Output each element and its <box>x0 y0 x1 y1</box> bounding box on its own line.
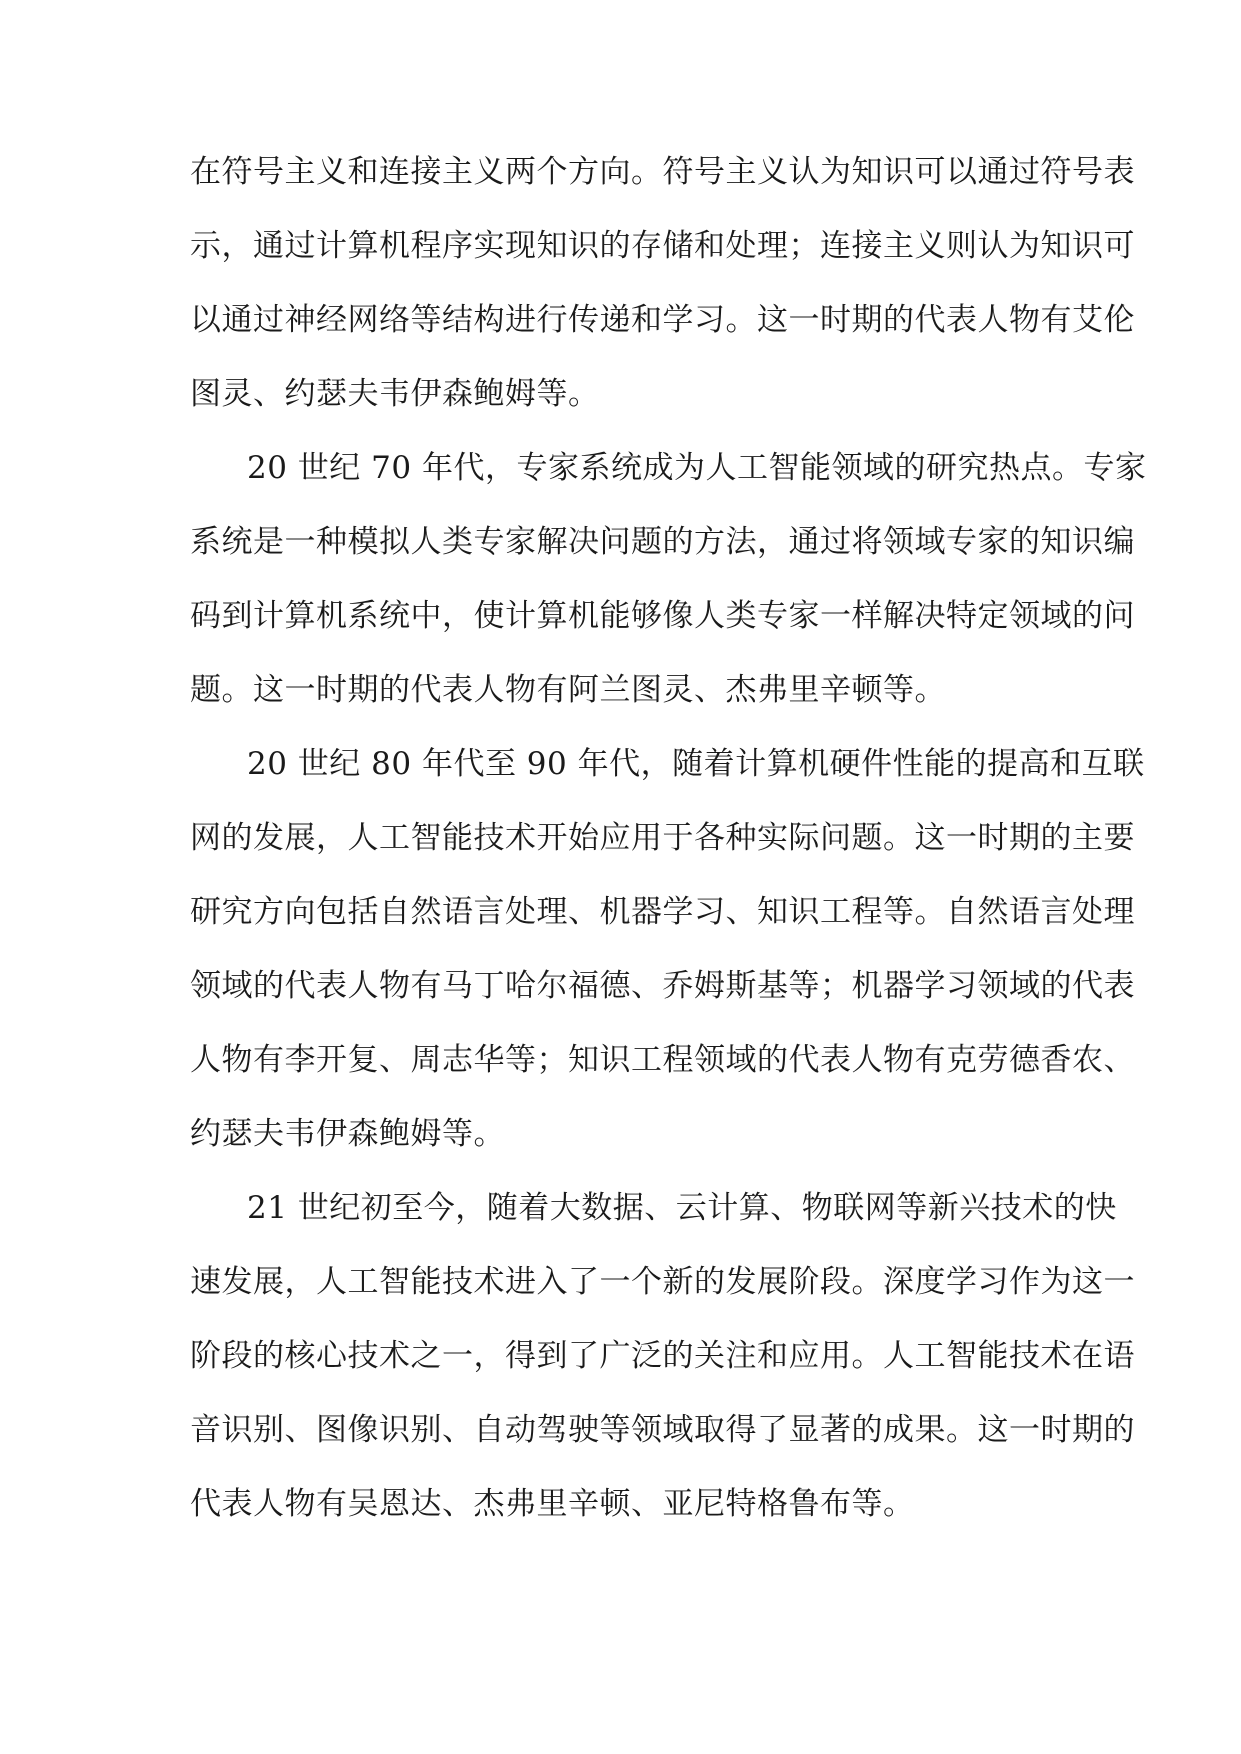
text-line: 图灵、约瑟夫韦伊森鲍姆等。 <box>190 376 600 412</box>
text-line: 20 世纪 80 年代至 90 年代，随着计算机硬件性能的提高和互联 <box>247 746 1145 782</box>
text-line: 示，通过计算机程序实现知识的存储和处理；连接主义则认为知识可 <box>190 228 1135 264</box>
body-text <box>190 145 1147 1551</box>
text-line: 人物有李开复、周志华等；知识工程领域的代表人物有克劳德香农、 <box>190 1042 1135 1078</box>
paragraph <box>190 1181 1135 1551</box>
paragraph <box>190 145 1135 441</box>
text-line: 20 世纪 70 年代，专家系统成为人工智能领域的研究热点。专家 <box>247 450 1147 486</box>
text-line: 题。这一时期的代表人物有阿兰图灵、杰弗里辛顿等。 <box>190 672 946 708</box>
paragraph <box>190 441 1147 737</box>
text-line: 码到计算机系统中，使计算机能够像人类专家一样解决特定领域的问 <box>190 598 1135 634</box>
paragraph <box>190 737 1145 1181</box>
text-line: 网的发展，人工智能技术开始应用于各种实际问题。这一时期的主要 <box>190 820 1135 856</box>
text-line: 21 世纪初至今，随着大数据、云计算、物联网等新兴技术的快 <box>247 1190 1117 1226</box>
text-line: 约瑟夫韦伊森鲍姆等。 <box>190 1116 505 1152</box>
text-line: 阶段的核心技术之一，得到了广泛的关注和应用。人工智能技术在语 <box>190 1338 1135 1374</box>
text-line: 代表人物有吴恩达、杰弗里辛顿、亚尼特格鲁布等。 <box>190 1486 915 1522</box>
text-line: 系统是一种模拟人类专家解决问题的方法，通过将领域专家的知识编 <box>190 524 1135 560</box>
text-line: 以通过神经网络等结构进行传递和学习。这一时期的代表人物有艾伦 <box>190 302 1135 338</box>
text-line: 领域的代表人物有马丁哈尔福德、乔姆斯基等；机器学习领域的代表 <box>190 968 1135 1004</box>
text-line: 研究方向包括自然语言处理、机器学习、知识工程等。自然语言处理 <box>190 894 1135 930</box>
text-line: 在符号主义和连接主义两个方向。符号主义认为知识可以通过符号表 <box>190 154 1135 190</box>
text-line: 速发展，人工智能技术进入了一个新的发展阶段。深度学习作为这一 <box>190 1264 1135 1300</box>
text-line: 音识别、图像识别、自动驾驶等领域取得了显著的成果。这一时期的 <box>190 1412 1135 1448</box>
